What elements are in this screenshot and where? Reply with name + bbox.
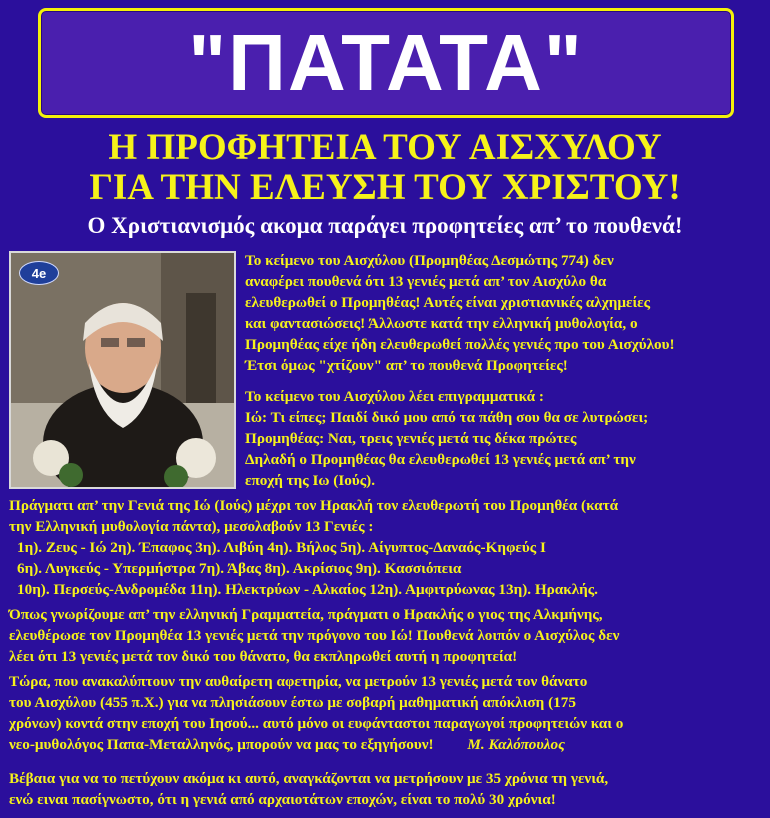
headline-line-2: ΓΙΑ ΤΗΝ ΕΛΕΥΣΗ ΤΟΥ ΧΡΙΣΤΟΥ! xyxy=(89,167,681,208)
paragraph-2 xyxy=(245,386,648,491)
text-line-content: νεο-μυθολόγος Παπα-Μεταλληνός, μπορούν να μας το εξηγήσουν! xyxy=(9,736,434,753)
text-line: εποχή της Ιω (Ιούς). xyxy=(245,472,375,489)
text-line: 10η). Περσεύς-Ανδρομέδα 11η). Ηλεκτρύων - Αλκαίος 12η). Αμφιτρύωνας 13η). Ηρακλής. xyxy=(17,581,598,598)
text-line: Βέβαια για να το πετύχουν ακόμα κι αυτό, αναγκάζονται να μετρήσουν με 35 χρόνια τη γενιά, xyxy=(9,770,609,787)
text-line: ελευθέρωσε τον Προμηθέα 13 γενιές μετά την πρόγονο του Ιώ! Πουθενά λοιπόν ο Αισχύλος δεν xyxy=(9,627,620,644)
text-line: Το κείμενο του Αισχύλου (Προμηθέας Δεσμώτης 774) δεν xyxy=(245,252,614,269)
text-line: ενώ ειναι πασίγνωστο, ότι η γενιά από αρχαιοτάτων εποχών, είναι το πολύ 30 χρόνια! xyxy=(9,791,556,808)
text-line: 6η). Λυγκεύς - Υπερμήστρα 7η). Άβας 8η). Ακρίσιος 9η). Κασσιόπεια xyxy=(17,560,462,577)
text-line: Όπως γνωρίζουμε απ’ την ελληνική Γραμματεία, πράγματι ο Ηρακλής ο γιος της Αλκμήνης, xyxy=(9,606,603,623)
signature: Μ. Καλόπουλος xyxy=(467,736,565,753)
text-line xyxy=(9,734,623,755)
paragraph-4 xyxy=(9,604,619,667)
text-line: Προμηθέας: Ναι, τρεις γενιές μετά τις δέκα πρώτες xyxy=(245,430,577,447)
paragraph-3 xyxy=(9,495,618,600)
text-line: του Αισχύλου (455 π.Χ.) για να πλησιάσουν έστω με σοβαρή μαθηματική απόκλιση (175 xyxy=(9,694,576,711)
text-line: Δηλαδή ο Προμηθέας θα ελευθερωθεί 13 γενιές μετά απ’ την xyxy=(245,451,636,468)
text-line: ελευθερωθεί ο Προμηθέας! Αυτές είναι χριστιανικές αλχημείες xyxy=(245,294,651,311)
text-line: Έτσι όμως "χτίζουν" απ’ το πουθενά Προφητείες! xyxy=(245,357,568,374)
text-line: την Ελληνική μυθολογία πάντα), μεσολαβούν 13 Γενιές : xyxy=(9,518,374,535)
text-line: Το κείμενο του Αισχύλου λέει επιγραμματικά : xyxy=(245,388,544,405)
text-line: 1η). Ζευς - Ιώ 2η). Έπαφος 3η). Λιβύη 4η). Βήλος 5η). Αίγυπτος-Δαναός-Κηφεύς Ι xyxy=(17,539,546,556)
text-line: Τώρα, που ανακαλύπτουν την αυθαίρετη αφετηρία, να μετρούν 13 γενιές μετά τον θάνατο xyxy=(9,673,588,690)
priest-photo xyxy=(9,251,236,489)
paragraph-1 xyxy=(245,250,675,376)
text-line: χρόνων) κοντά στην εποχή του Ιησού... αυτό μόνο οι ευφάνταστοι παραγωγοί προφητειών και ο xyxy=(9,715,624,732)
text-line: Πράγματι απ’ την Γενιά της Ιώ (Ιούς) μέχρι τον Ηρακλή τον ελευθερωτή του Προμηθέα (κατά xyxy=(9,497,619,514)
main-title: "ΠΑΤΑΤΑ" xyxy=(188,18,584,107)
title-banner xyxy=(38,8,734,118)
headline-line-1: Η ΠΡΟΦΗΤΕΙΑ ΤΟΥ ΑΙΣΧΥΛΟΥ xyxy=(108,127,662,168)
text-line: αναφέρει πουθενά ότι 13 γενιές μετά απ’ τον Αισχύλο θα xyxy=(245,273,607,290)
paragraph-5 xyxy=(9,671,623,755)
priest-illustration xyxy=(11,253,234,487)
paragraph-6 xyxy=(9,768,608,810)
text-line: Ιώ: Τι είπες; Παιδί δικό μου από τα πάθη σου θα σε λυτρώσει; xyxy=(245,409,649,426)
text-line: και φαντασιώσεις! Άλλωστε κατά την ελληνική μυθολογία, ο xyxy=(245,315,638,332)
subtitle: Ο Χριστιανισμός ακομα παράγει προφητείες απ’ το πουθενά! xyxy=(87,213,683,238)
text-line: λέει ότι 13 γενιές μετά τον δικό του θάνατο, θα εκπληρωθεί αυτή η προφητεία! xyxy=(9,648,518,665)
channel-logo: 4e xyxy=(19,261,59,285)
text-line: Προμηθέας είχε ήδη ελευθερωθεί πολλές γενιές προ του Αισχύλου! xyxy=(245,336,675,353)
